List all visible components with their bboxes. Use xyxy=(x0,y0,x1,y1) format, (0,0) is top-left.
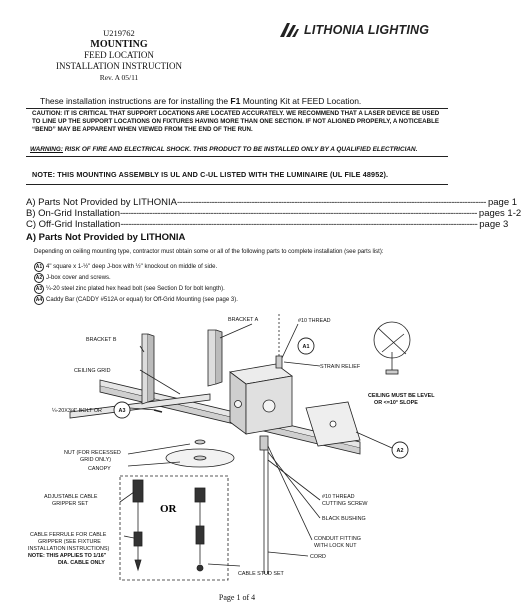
part-text: J-box cover and screws. xyxy=(46,275,111,281)
badge-a3 xyxy=(114,402,130,418)
mounting-diagram xyxy=(30,312,444,588)
parts-list-item xyxy=(34,295,238,305)
section-a-title: A) Parts Not Provided by LITHONIA xyxy=(26,232,186,243)
label-conduit-1: CONDUIT FITTING xyxy=(314,536,361,542)
badge-a3-label: A3 xyxy=(118,408,126,414)
toc-label: C) Off-Grid Installation xyxy=(26,219,121,230)
intro-text xyxy=(40,96,361,106)
label-ferrule-1: CABLE FERRULE FOR CABLE xyxy=(30,532,107,538)
toc-item[interactable] xyxy=(26,219,509,230)
bracket-b xyxy=(142,334,148,404)
toc-leader: -------------------------------------------------------------------------------------------------------------------------------------- xyxy=(119,208,477,219)
divider xyxy=(26,184,448,185)
recessed-nut xyxy=(195,440,205,444)
parts-list-item xyxy=(34,262,217,272)
label-ceiling-level-2: OR <=10° SLOPE xyxy=(374,400,418,406)
label-ferrule-3: INSTALLATION INSTRUCTIONS) xyxy=(28,546,110,552)
badge-a2-label: A2 xyxy=(396,448,404,454)
label-cord: CORD xyxy=(310,554,326,560)
badge-a1-label: A1 xyxy=(302,344,310,350)
intro-prefix: These installation instructions are for installing the xyxy=(40,96,231,106)
document-header xyxy=(50,28,188,82)
document-number: U219762 xyxy=(103,28,135,38)
intro-kit-name: F1 xyxy=(230,96,241,106)
part-badge: A4 xyxy=(35,297,43,303)
label-or: OR xyxy=(160,503,177,515)
label-ferrule-2: GRIPPER (SEE FIXTURE xyxy=(38,539,101,545)
divider xyxy=(26,156,448,157)
cable-stud-set xyxy=(195,488,205,502)
toc-leader: -------------------------------------------------------------------------------------------------------------------- xyxy=(177,197,486,208)
part-badge: A2 xyxy=(35,275,43,281)
label-nut-2: GRID ONLY) xyxy=(80,457,112,463)
toc-page: page 3 xyxy=(479,219,509,230)
brand-name: LITHONIA LIGHTING xyxy=(304,23,430,37)
label-bracket-a: BRACKET A xyxy=(228,317,259,323)
lithonia-logo xyxy=(278,20,458,40)
warning-text xyxy=(30,146,417,153)
label-ferrule-5: DIA. CABLE ONLY xyxy=(58,560,105,566)
label-conduit-2: WITH LOCK NUT xyxy=(314,543,357,549)
label-thread-cut-2: CUTTING SCREW xyxy=(322,501,368,507)
warning-label: WARNING: xyxy=(30,146,64,153)
document-subtitle-1: FEED LOCATION xyxy=(84,50,154,60)
divider xyxy=(26,108,448,109)
page-footer: Page 1 of 4 xyxy=(218,593,256,602)
conduit-fitting xyxy=(260,436,268,450)
label-thread-10: #10 THREAD xyxy=(298,318,331,324)
label-adj-cable-2: GRIPPER SET xyxy=(52,501,89,507)
badge-a2 xyxy=(392,442,408,458)
parts-list-item xyxy=(34,284,225,294)
document-revision: Rev. A 05/11 xyxy=(99,73,139,82)
label-thread-cut-1: #10 THREAD xyxy=(322,494,355,500)
section-a-description: Depending on ceiling mounting type, contractor must obtain some or all of the following parts to complete installation (see parts list): xyxy=(34,249,384,255)
document-subtitle-2: INSTALLATION INSTRUCTION xyxy=(55,61,183,71)
part-text: Caddy Bar (CADDY #512A or equal) for Off-Grid Mounting (see page 3). xyxy=(46,297,238,303)
lithonia-logo-icon xyxy=(278,21,300,39)
toc-label: A) Parts Not Provided by LITHONIA xyxy=(26,197,177,208)
label-ceiling-grid: CEILING GRID xyxy=(74,368,111,374)
toc-label: B) On-Grid Installation xyxy=(26,208,120,219)
badge-a1 xyxy=(298,338,314,354)
label-nut-1: NUT (FOR RECESSED xyxy=(64,450,121,456)
intro-suffix: Mounting Kit at FEED Location. xyxy=(240,96,362,106)
toc-page: page 1 xyxy=(487,197,518,208)
label-ceiling-level-1: CEILING MUST BE LEVEL xyxy=(368,393,435,399)
toc-page: pages 1-2 xyxy=(478,208,521,219)
label-adj-cable-1: ADJUSTABLE CABLE xyxy=(44,494,98,500)
label-canopy: CANOPY xyxy=(88,466,111,472)
part-text: 4" square x 1-½" deep J-box with ½" knockout on middle of side. xyxy=(46,264,218,270)
label-bolt: ¼-20X3/4" BOLT OR xyxy=(52,408,102,414)
ul-note: NOTE: THIS MOUNTING ASSEMBLY IS UL AND C-UL LISTED WITH THE LUMINAIRE (UL FILE 48952). xyxy=(32,170,389,179)
label-strain-relief: STRAIN RELIEF xyxy=(320,364,361,370)
part-badge: A1 xyxy=(35,264,43,270)
label-ferrule-4: NOTE: THIS APPLIES TO 1/16" xyxy=(28,553,107,559)
caution-text: CAUTION: IT IS CRITICAL THAT SUPPORT LOCATIONS ARE LOCATED ACCURATELY. WE RECOMMEND THAT A LASER DEVICE BE USED TO LINE UP THE SUPPORT LOCATIONS ON FIXTURES HAVING MORE THAN ONE SECTION. IF NOT ALIGNED PROPERLY, A NOTICEABLE “BEND” MAY BE APPARENT WHEN VIEWED FROM THE END OF THE RUN. xyxy=(32,110,440,133)
warning-body: RISK OF FIRE AND ELECTRICAL SHOCK. THIS PRODUCT TO BE INSTALLED ONLY BY A QUALIFIED ELECTRICIAN. xyxy=(63,146,418,153)
adjustable-cable-gripper xyxy=(133,480,143,502)
label-black-bushing: BLACK BUSHING xyxy=(322,516,366,522)
toc-item[interactable] xyxy=(26,208,521,219)
toc-item[interactable] xyxy=(26,197,518,208)
parts-list-item xyxy=(34,273,111,283)
label-cable-stud: CABLE STUD SET xyxy=(238,571,284,577)
label-bracket-b: BRACKET B xyxy=(86,337,117,343)
part-text: ¼-20 steel zinc plated hex head bolt (see Section D for bolt length). xyxy=(46,286,225,292)
document-heading: MOUNTING xyxy=(90,39,148,50)
toc-leader: -------------------------------------------------------------------------------------------------------------------------------------- xyxy=(120,219,478,230)
strain-relief xyxy=(276,356,282,368)
bracket-a xyxy=(208,330,216,386)
part-badge: A3 xyxy=(35,286,43,292)
